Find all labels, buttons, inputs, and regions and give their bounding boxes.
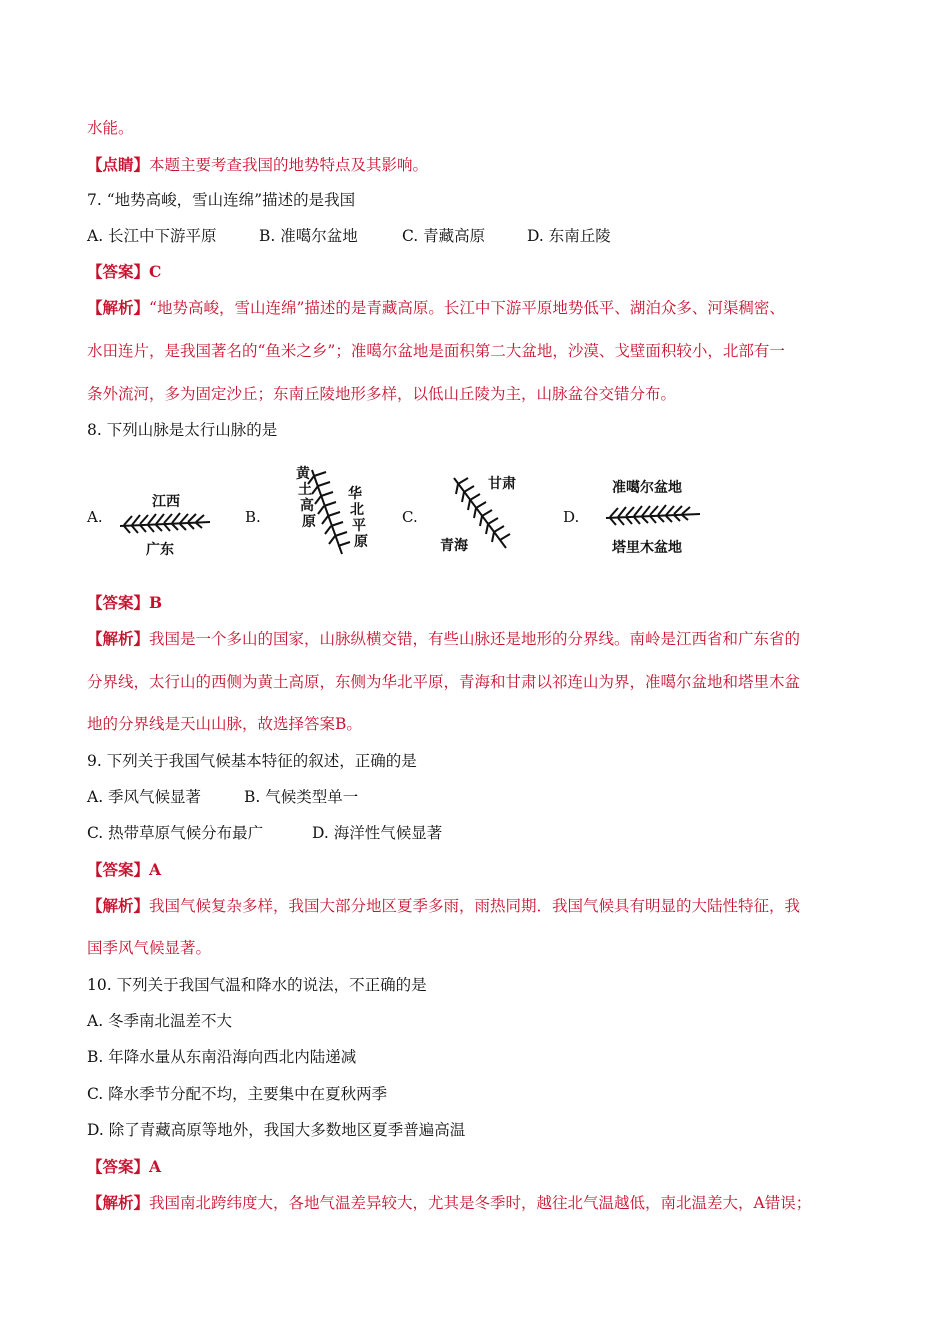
label-loess-plateau: 黄土高原 xyxy=(296,466,316,530)
analysis-text: 我国南北跨纬度大，各地气温差异较大，尤其是冬季时，越往北气温越低，南北温差大，A错误； xyxy=(149,1194,812,1212)
analysis-tag: 【解析】 xyxy=(87,896,150,915)
analysis-tag: 【解析】 xyxy=(87,1193,150,1212)
option-c: C. 青藏高原 xyxy=(402,227,486,245)
analysis-8-line3: 地的分界线是天山山脉，故选择答案B。 xyxy=(87,715,362,733)
text-line: 水能。 xyxy=(87,119,134,137)
analysis-7-line3: 条外流河，多为固定沙丘；东南丘陵地形多样，以低山丘陵为主，山脉盆谷交错分布。 xyxy=(87,385,677,403)
fig-option-b-label: B. xyxy=(245,508,261,526)
mountain-diagram-c xyxy=(440,468,530,558)
analysis-7-line1 xyxy=(87,298,785,318)
option-d: D. 东南丘陵 xyxy=(527,227,611,245)
label-guangdong: 广东 xyxy=(146,542,174,558)
question-10-option-c: C. 降水季节分配不均，主要集中在夏秋两季 xyxy=(87,1085,388,1103)
analysis-10-line1 xyxy=(87,1193,811,1213)
label-junggar-basin: 准噶尔盆地 xyxy=(612,480,682,496)
mountain-range-icon xyxy=(308,470,350,554)
question-7: 7. “地势高峻，雪山连绵”描述的是我国 xyxy=(87,191,356,209)
question-9-options-row2 xyxy=(87,823,442,843)
answer-7: 【答案】C xyxy=(87,262,162,281)
label-gansu: 甘肃 xyxy=(488,476,516,492)
option-a: A. 季风气候显著 xyxy=(87,788,202,806)
option-b: B. 准噶尔盆地 xyxy=(259,227,358,245)
analysis-8-line2: 分界线，太行山的西侧为黄土高原，东侧为华北平原，青海和甘肃以祁连山为界，准噶尔盆地和塔里木盆 xyxy=(87,673,801,691)
mountain-diagram-a xyxy=(112,478,222,563)
analysis-9-line1 xyxy=(87,896,800,916)
question-10-option-b: B. 年降水量从东南沿海向西北内陆递减 xyxy=(87,1048,357,1066)
label-tarim-basin: 塔里木盆地 xyxy=(612,540,682,556)
analysis-tag: 【解析】 xyxy=(87,629,150,648)
question-8: 8. 下列山脉是太行山脉的是 xyxy=(87,421,278,439)
analysis-7-line2: 水田连片，是我国著名的“鱼米之乡”；准噶尔盆地是面积第二大盆地，沙漠、戈壁面积较小，北部有一 xyxy=(87,342,785,360)
mountain-diagram-b xyxy=(278,462,378,562)
option-c: C. 热带草原气候分布最广 xyxy=(87,824,264,842)
question-7-options xyxy=(87,226,611,246)
analysis-8-line1 xyxy=(87,629,800,649)
analysis-text: “地势高峻，雪山连绵”描述的是青藏高原。长江中下游平原地势低平、湖泊众多、河渠稠密、 xyxy=(149,299,785,317)
answer-10: 【答案】A xyxy=(87,1157,162,1176)
label-jiangxi: 江西 xyxy=(152,494,180,510)
mountain-range-icon xyxy=(606,505,700,525)
fig-option-d-label: D. xyxy=(563,508,580,526)
question-10-option-d: D. 除了青藏高原等地外，我国大多数地区夏季普遍高温 xyxy=(87,1121,466,1139)
option-a: A. 长江中下游平原 xyxy=(87,227,217,245)
mountain-diagram-d xyxy=(600,472,710,562)
tip-tag: 【点睛】 xyxy=(87,155,150,174)
option-d: D. 海洋性气候显著 xyxy=(312,824,443,842)
tip-text: 本题主要考查我国的地势特点及其影响。 xyxy=(149,156,429,174)
question-10-option-a: A. 冬季南北温差不大 xyxy=(87,1012,233,1030)
question-9: 9. 下列关于我国气候基本特征的叙述，正确的是 xyxy=(87,752,417,770)
analysis-9-line2: 国季风气候显著。 xyxy=(87,939,212,957)
option-b: B. 气候类型单一 xyxy=(244,788,359,806)
fig-option-c-label: C. xyxy=(402,508,418,526)
fig-option-a-label: A. xyxy=(87,508,103,526)
question-10: 10. 下列关于我国气温和降水的说法，不正确的是 xyxy=(87,976,427,994)
analysis-text: 我国是一个多山的国家，山脉纵横交错，有些山脉还是地形的分界线。南岭是江西省和广东省的 xyxy=(149,630,801,648)
label-qinghai: 青海 xyxy=(440,538,468,554)
question-9-options-row1 xyxy=(87,787,358,807)
answer-9: 【答案】A xyxy=(87,860,162,879)
answer-8: 【答案】B xyxy=(87,593,163,612)
analysis-text: 我国气候复杂多样，我国大部分地区夏季多雨，雨热同期．我国气候具有明显的大陆性特征，我 xyxy=(149,897,801,915)
analysis-tag: 【解析】 xyxy=(87,298,150,317)
mountain-range-icon xyxy=(120,513,210,533)
label-north-china-plain: 华北平原 xyxy=(348,486,368,550)
tip-line xyxy=(87,155,428,175)
